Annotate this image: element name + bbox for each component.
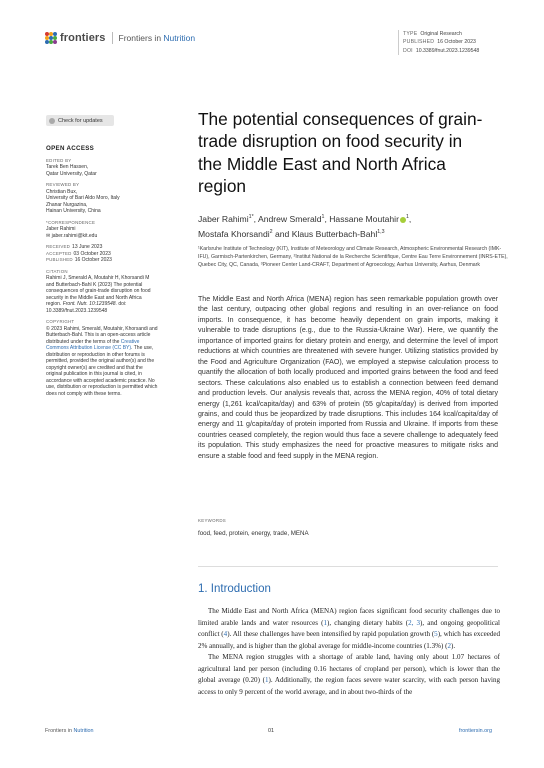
article-title: The potential consequences of grain-trade disruption on food security in the Middle East and North Africa region (198, 109, 483, 197)
keywords-label: KEYWORDS (198, 518, 227, 523)
citation-label: CITATION (46, 268, 68, 274)
reference-link[interactable]: 1 (264, 676, 269, 684)
brand-name: frontiers (60, 32, 106, 44)
meta-published: PUBLISHED 16 October 2023 (403, 39, 476, 46)
reference-link[interactable]: 5 (434, 630, 438, 638)
reference-link[interactable]: 4 (223, 630, 228, 638)
section-heading: 1. Introduction (198, 583, 271, 595)
meta-doi: DOI 10.3389/fnut.2023.1239548 (403, 47, 480, 54)
footer-site-link[interactable]: frontiersin.org (459, 728, 492, 734)
date-received: RECEIVED 13 June 2023 (46, 244, 103, 250)
date-accepted: ACCEPTED 03 October 2023 (46, 250, 111, 257)
sidebar (46, 146, 158, 397)
reference-link[interactable]: 2, 3 (408, 618, 421, 627)
article-meta (398, 30, 479, 55)
section-divider (198, 566, 498, 567)
edited-by-label: EDITED BY (46, 157, 72, 163)
body-text (198, 606, 500, 698)
frontiers-logo-icon (45, 32, 57, 44)
divider (112, 32, 113, 44)
paragraph: The Middle East and North Africa (MENA) region faces significant food security challenges due to limited arable lands and water resources (1), changing dietary habits (2, 3), and ongoing geopolitical conflict (4). All these challenges have been intensified by rapid population growth (5), which has exceeded 2% annually, and is higher than the global average for middle-income countries (1.3%) (2). (198, 607, 501, 650)
citation: Rahimi J, Smerald A, Moutahir H, Khorsandi M and Butterbach-Bahl K (2023) The potential consequences of grain-trade disruption on food security in the Middle East and North Africa region. Front. Nutr. 10:1239548. doi: 10.3389/fnut.2023.1239548 (46, 275, 151, 314)
footer-journal: Frontiers in Nutrition (45, 728, 94, 734)
correspondence-email[interactable]: ✉ jaber.rahimi@kit.edu (46, 232, 98, 239)
journal-header (45, 32, 195, 44)
abstract: The Middle East and North Africa (MENA) region has seen remarkable population growth over the last century, outpacing other global regions and resulting in an over-reliance on food imports. In consequence, it has become heavily dependent on grain imports, making it vulnerable to trade disruptions (e.g., due to the Russia-Ukraine War). Here, we quantify the importance of imported grains for dietary protein and energy, and determine the level of import reductions at which countries are threatened with severe hunger. Utilizing statistics provided by the Food and Agriculture Organization (FAO), we employed a stepwise calculation process to quantify the allocation of both locally produced and imported grains between the food and feed sectors. These calculations also enabled us to establish a connection between feed demand and production levels. Our analysis reveals that, across the MENA region, 40% of total dietary energy (1,261 kcal/capita/day) and 63% of protein (55 g/capita/day) is derived from imported grains, and could thus be jeopardized by trade disruptions. This includes 164 kcal/capita/day of energy and 11 g/capita/day of protein imported from Russia and Ukraine. If imports from these countries ceased completely, the region would thus face a severe challenge to adequately feed its population. This study emphasizes the need for proactive measures to mitigate risks and ensure a stable food and feed supply in the MENA region. (198, 296, 498, 460)
affiliations: ¹Karlsruhe Institute of Technology (KIT), Institute of Meteorology and Climate Research, Atmospheric Environmental Research (IMK-IFU), Garmisch-Partenkirchen, Germany, ²Institut National de la Recherche Scientifique, Centre Eau Terre Environnement (INRS-ETE), Quebec City, QC, Canada, ³Pioneer Center Land-CRAFT, Department of Agroecology, Aarhus University, Aarhus, Denmark (198, 246, 508, 268)
reference-link[interactable]: 2 (447, 641, 451, 650)
author-list: Jaber Rahimi$^{1*}$, Andrew Smerald$^1$, Hassane Moutahir $^1$, Mostafa Khorsandi$^2$ and Klaus Butterbach-Bahl$^{1,3}$ (198, 214, 412, 239)
open-access-label: OPEN ACCESS (46, 145, 95, 152)
email-icon: ✉ (46, 232, 52, 239)
journal-name[interactable]: Frontiers in Nutrition (118, 33, 196, 43)
correspondence-label: *CORRESPONDENCE (46, 219, 96, 225)
copyright: © 2023 Rahimi, Smerald, Moutahir, Khorsandi and Butterbach-Bahl. This is an open-access article distributed under the terms of the Creative Commons Attribution License (CC BY). The use, distribution or reproduction in other forums is permitted, provided the original author(s) and the copyright owner(s) are credited and that the original publication in this journal is cited, in accordance with accepted academic practice. No use, distribution or reproduction is permitted which does not comply with these terms. (46, 325, 158, 397)
editor: Tarek Ben Hassen, Qatar University, Qatar (46, 164, 97, 177)
update-icon (49, 118, 55, 124)
correspondent: Jaber Rahimi (46, 226, 76, 232)
reviewed-by-label: REVIEWED BY (46, 182, 80, 187)
check-for-updates-button[interactable]: Check for updates (46, 115, 114, 126)
paragraph: The MENA region struggles with a shortage of arable land, having only about 1.07 hectares of agricultural land per person (including 0.16 hectares of cropland per person), which is lower than the global average (0.20) (1). Additionally, the region faces severe water scarcity, with each person having access to only 9 percent of the world average, and in about two-thirds of the (198, 653, 500, 696)
copyright-label: COPYRIGHT (46, 319, 75, 324)
reference-link[interactable]: 1 (323, 618, 327, 627)
reviewers: Christian Bux, University of Bari Aldo Moro, Italy Zhanar Nurgazina, Hainan University, China (46, 188, 120, 214)
date-published: PUBLISHED 16 October 2023 (46, 257, 112, 263)
page-number: 01 (268, 728, 274, 734)
license-link[interactable]: Creative Commons Attribution License (CC BY) (46, 338, 140, 351)
keywords: food, feed, protein, energy, trade, MENA (198, 530, 309, 537)
meta-type: TYPE Original Research (403, 31, 462, 37)
